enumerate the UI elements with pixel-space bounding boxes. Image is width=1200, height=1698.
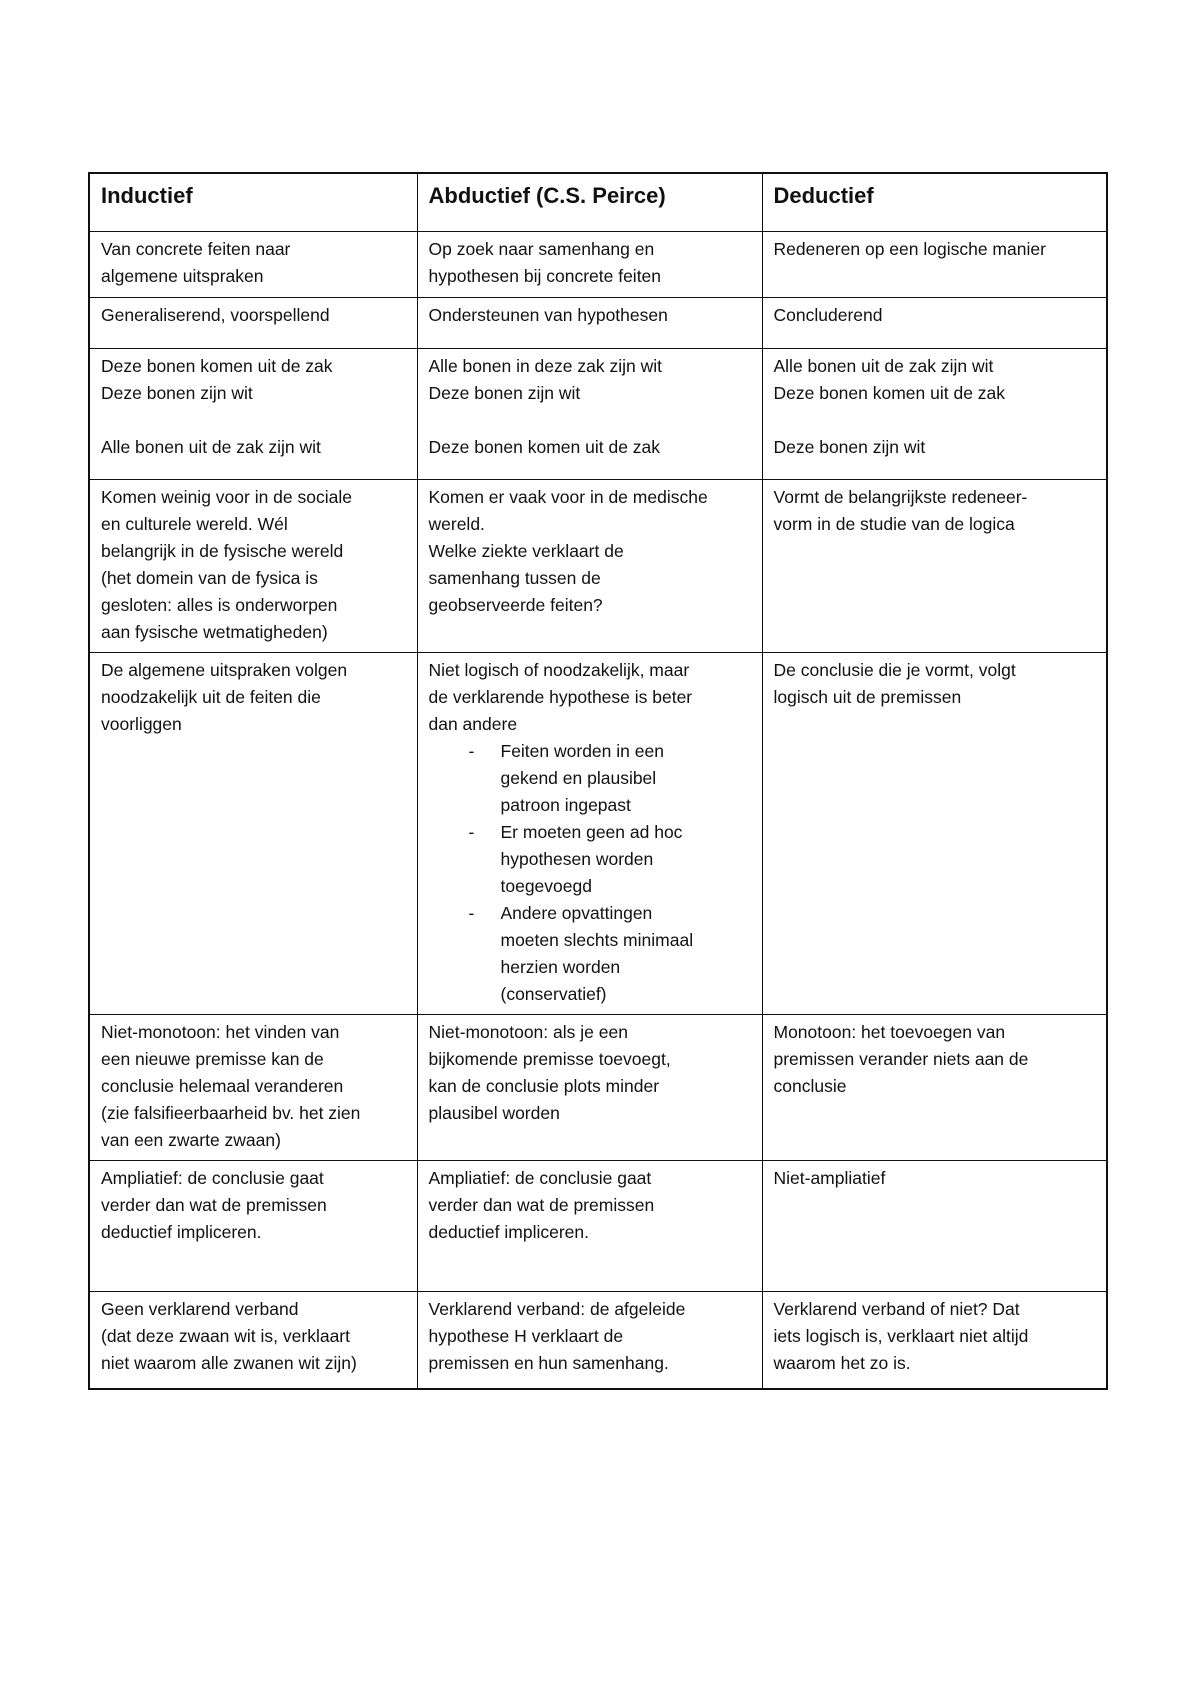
cell-text-line: een nieuwe premisse kan de [101,1049,324,1069]
cell-text-line: Welke ziekte verklaart de [428,541,624,561]
cell-text-line: iets logisch is, verklaart niet altijd [773,1326,1029,1346]
cell-text-line: De algemene uitspraken volgen [101,660,348,680]
table-cell [417,1161,762,1292]
cell-text-line: Alle bonen uit de zak zijn wit [101,437,321,457]
list-item-text-line: - Andere opvattingen [500,903,653,923]
table-cell [417,298,762,349]
dash-list-item [469,900,752,1008]
cell-text-line: Deze bonen zijn wit [101,383,253,403]
table-row [89,349,1107,480]
table-row [89,232,1107,298]
cell-text-line: Geen verklarend verband [101,1299,299,1319]
cell-text-line: deductief impliceren. [428,1222,589,1242]
cell-text-line: conclusie helemaal veranderen [101,1076,344,1096]
table-row [89,1292,1107,1389]
table-cell [762,1161,1107,1292]
table-row [89,298,1107,349]
cell-text-line: dan andere [428,714,518,734]
table-cell [89,298,417,349]
table-cell [89,653,417,1015]
table-cell [89,349,417,480]
cell-text-line: verder dan wat de premissen [428,1195,655,1215]
cell-text-line: van een zwarte zwaan) [101,1130,281,1150]
dash-list-item [469,738,752,819]
cell-text-line: logisch uit de premissen [773,687,962,707]
cell-text-line: Komen weinig voor in de sociale [101,487,352,507]
table-cell [762,1015,1107,1161]
table-cell [762,298,1107,349]
cell-text-line: Deze bonen komen uit de zak [101,356,333,376]
list-item-text-line: gekend en plausibel [500,768,657,788]
table-row [89,480,1107,653]
list-item-text-line: (conservatief) [500,984,607,1004]
list-item-text-line: - Er moeten geen ad hoc [500,822,683,842]
table-cell [762,349,1107,480]
cell-text-line: Concluderend [773,305,883,325]
table-cell [762,480,1107,653]
table-cell [417,653,762,1015]
cell-text-line: Redeneren op een logische manier [773,239,1046,259]
table-cell [417,1292,762,1389]
cell-text-line: Monotoon: het toevoegen van [773,1022,1006,1042]
cell-text-line: Op zoek naar samenhang en [428,239,655,259]
cell-text-line: belangrijk in de fysische wereld [101,541,344,561]
table-cell [89,1015,417,1161]
cell-text-line: (dat deze zwaan wit is, verklaart [101,1326,350,1346]
cell-text-line: Deze bonen zijn wit [773,437,926,457]
cell-text-line: Deze bonen zijn wit [428,383,581,403]
cell-text-line: Deze bonen komen uit de zak [428,437,661,457]
cell-text-line: Verklarend verband: de afgeleide [428,1299,686,1319]
cell-text-line: Niet-ampliatief [773,1168,886,1188]
cell-text-line: (zie falsifieerbaarheid bv. het zien [101,1103,361,1123]
list-item-text-line: hypothesen worden [500,849,654,869]
table-cell [89,480,417,653]
table-cell [417,1015,762,1161]
blank-line [429,407,752,434]
table-row [89,653,1107,1015]
cell-text-line: conclusie [773,1076,847,1096]
cell-text-line: premissen verander niets aan de [773,1049,1029,1069]
cell-text-line: wereld. [428,514,485,534]
cell-text-line: Niet logisch of noodzakelijk, maar [428,660,690,680]
cell-text-line: Van concrete feiten naar [101,239,291,259]
cell-text-line: De conclusie die je vormt, volgt [773,660,1016,680]
cell-text-line: premissen en hun samenhang. [428,1353,669,1373]
blank-line [774,407,1097,434]
dash-list-item [469,819,752,900]
list-item-text-line: moeten slechts minimaal [500,930,694,950]
cell-text-line: (het domein van de fysica is [101,568,318,588]
list-item-text-line: toegevoegd [500,876,592,896]
table-cell [89,1292,417,1389]
cell-text-line: waarom het zo is. [773,1353,911,1373]
table-cell [417,480,762,653]
table-row [89,1161,1107,1292]
cell-text-line: en culturele wereld. Wél [101,514,288,534]
cell-text-line: Generaliserend, voorspellend [101,305,330,325]
cell-text-line: algemene uitspraken [101,266,264,286]
table-cell [762,232,1107,298]
dash-list [429,738,752,1008]
cell-text-line: voorliggen [101,714,182,734]
comparison-table-container [88,172,1106,1390]
header-deductief: Deductief [762,173,1107,232]
header-inductief: Inductief [89,173,417,232]
cell-text-line: Komen er vaak voor in de medische [428,487,708,507]
cell-text-line: aan fysische wetmatigheden) [101,622,328,642]
table-row [89,1015,1107,1161]
cell-text-line: Alle bonen in deze zak zijn wit [428,356,662,376]
header-abductief: Abductief (C.S. Peirce) [417,173,762,232]
cell-text-line: vorm in de studie van de logica [773,514,1015,534]
table-cell [417,349,762,480]
cell-text-line: deductief impliceren. [101,1222,262,1242]
cell-text-line: kan de conclusie plots minder [428,1076,660,1096]
table-cell [89,1161,417,1292]
cell-text-line: Ampliatief: de conclusie gaat [101,1168,324,1188]
cell-text-line: de verklarende hypothese is beter [428,687,693,707]
cell-text-line: Verklarend verband of niet? Dat [773,1299,1020,1319]
cell-text-line: geobserveerde feiten? [428,595,603,615]
table-header-row [89,173,1107,232]
cell-text-line: Vormt de belangrijkste redeneer- [773,487,1028,507]
cell-text-line: plausibel worden [428,1103,560,1123]
list-item-text-line: - Feiten worden in een [500,741,664,761]
cell-text-line: Ampliatief: de conclusie gaat [428,1168,652,1188]
blank-line [101,407,407,434]
cell-text-line: verder dan wat de premissen [101,1195,327,1215]
cell-text-line: noodzakelijk uit de feiten die [101,687,321,707]
cell-text-line: Niet-monotoon: het vinden van [101,1022,340,1042]
cell-text-line: gesloten: alles is onderworpen [101,595,338,615]
table-cell [89,232,417,298]
cell-text-line: bijkomende premisse toevoegt, [428,1049,671,1069]
cell-text-line: hypothese H verklaart de [428,1326,624,1346]
cell-text-line: Deze bonen komen uit de zak [773,383,1006,403]
table-cell [762,1292,1107,1389]
cell-text-line: Ondersteunen van hypothesen [428,305,668,325]
list-item-text-line: patroon ingepast [500,795,631,815]
cell-text-line: Alle bonen uit de zak zijn wit [773,356,994,376]
cell-text-line: Niet-monotoon: als je een [428,1022,628,1042]
cell-text-line: hypothesen bij concrete feiten [428,266,662,286]
cell-text-line: samenhang tussen de [428,568,601,588]
table-cell [762,653,1107,1015]
cell-text-line: niet waarom alle zwanen wit zijn) [101,1353,357,1373]
table-cell [417,232,762,298]
reasoning-comparison-table [88,172,1108,1390]
list-item-text-line: herzien worden [500,957,621,977]
